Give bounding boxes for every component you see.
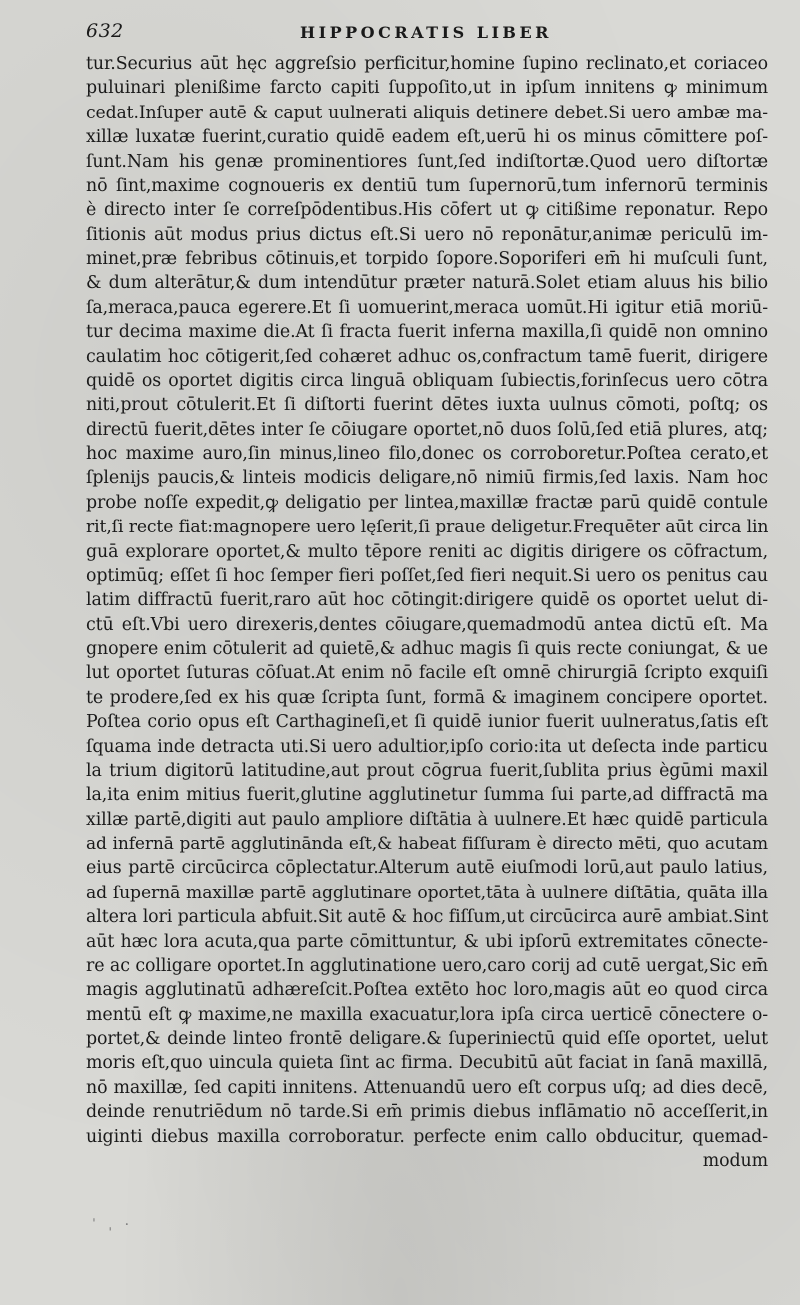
- text-line: lut oportet ſuturas cōſuat.At enim nō facile eſt omnē chirurgiā ſcripto exquiſi: [86, 663, 768, 684]
- text-line: uiginti diebus maxilla corroboratur. perfecte enim callo obducitur, quemad-: [86, 1126, 768, 1147]
- text-line: ſquama inde detracta uti.Si uero adultior,ipſo corio:ita ut deſecta inde particu: [86, 736, 768, 757]
- text-line: magis agglutinatū adhæreſcit.Poſtea extēto hoc loro,magis aūt eo quod circa: [86, 980, 768, 1001]
- text-line: caulatim hoc cōtigerit,ſed cohæret adhuc os,confractum tamē fuerit, dirigere: [86, 346, 768, 367]
- text-line: ſa,meraca,pauca egerere.Et ſi uomuerint,meraca uomūt.Hi igitur etiā moriū-: [86, 297, 768, 318]
- text-line: tur decima maxime die.At ſi fracta fuerit inferna maxilla,ſi quidē non omnino: [86, 322, 768, 343]
- text-line: Poſtea corio opus eſt Carthagineſi,et ſi quidē iunior fuerit uulneratus,ſatis eſt: [86, 712, 768, 733]
- text-line: minet,præ febribus cōtinuis,et torpido ſopore.Soporiferi em̄ hi muſculi ſunt,: [86, 249, 768, 269]
- text-line: nō maxillæ, ſed capiti innitens. Attenuandū uero eſt corpus uſq; ad dies decē,: [86, 1077, 768, 1098]
- text-line: eius partē circūcirca cōplectatur.Alterum autē eiuſmodi lorū,aut paulo latius,: [86, 858, 768, 879]
- text-line: modum: [702, 1150, 768, 1171]
- text-line: guā explorare oportet,& multo tēpore reniti ac digitis dirigere os cōfractum,: [86, 541, 768, 562]
- text-line: quidē os oportet digitis circa linguā obliquam ſubiectis,forinſecus uero cōtra: [86, 370, 768, 391]
- text-line: xillæ partē,digiti aut paulo ampliore diſtātia à uulnere.Et hæc quidē particula: [86, 809, 768, 830]
- text-line: rit,ſi recte fiat:magnopere uero lęſerit,ſi praue deligetur.Frequēter aūt circa lin: [86, 517, 768, 538]
- text-line: gnopere enim cōtulerit ad quietē,& adhuc magis ſi quis recte coniungat, & ue: [86, 639, 768, 659]
- running-head: HIPPOCRATIS LIBER: [300, 23, 552, 42]
- text-line: aūt hæc lora acuta,qua parte cōmittuntur, & ubi ipſorū extremitates cōnecte-: [86, 931, 768, 952]
- text-line: xillæ luxatæ fuerint,curatio quidē eadem eſt,uerū hi os minus cōmittere poſ-: [86, 127, 768, 148]
- text-line: re ac colligare oportet.In agglutinatione uero,caro corij ad cutē uergat,Sic em̄: [86, 955, 768, 976]
- text-line: ad ſupernā maxillæ partē agglutinare oportet,tāta à uulnere diſtātia, quāta illa: [86, 882, 768, 903]
- text-line: ſitionis aūt modus prius dictus eſt.Si uero nō reponātur,animæ periculū im-: [86, 224, 768, 245]
- text-line: cedat.Inſuper autē & caput uulnerati aliquis detinere debet.Si uero ambæ ma-: [86, 102, 768, 123]
- body-text: [86, 52, 768, 1173]
- text-line: ſplenijs paucis,& linteis modicis deligare,nō nimiū firmis,ſed laxis. Nam hoc: [86, 468, 768, 489]
- text-line: hoc maxime auro,ſin minus,lineo filo,donec os corroboretur.Poſtea cerato,et: [86, 444, 768, 464]
- ink-smudge: ˈ ˌ ·: [92, 1217, 134, 1233]
- text-line: te prodere,ſed ex his quæ ſcripta ſunt, formā & imaginem concipere oportet.: [86, 687, 768, 708]
- text-line: latim diffractū fuerit,raro aūt hoc cōtingit:dirigere quidē os oportet uelut di-: [86, 590, 768, 611]
- text-line: ſunt.Nam his genæ prominentiores ſunt,ſed indiſtortæ.Quod uero diſtortæ: [86, 151, 768, 172]
- text-line: mentū eſt ꝙ maxime,ne maxilla exacuatur,lora ipſa circa uerticē cōnectere o-: [86, 1004, 768, 1025]
- text-line: ctū eſt.Vbi uero direxeris,dentes cōiugare,quemadmodū antea dictū eſt. Ma: [86, 614, 768, 635]
- page-number: 632: [86, 20, 124, 42]
- text-line: la trium digitorū latitudine,aut prout cōgrua fuerit,ſublita prius ègūmi maxil: [86, 760, 768, 781]
- text-line: directū fuerit,dētes inter ſe cōiugare oportet,nō duos ſolū,ſed etiā plures, atq;: [86, 419, 768, 440]
- text-line: la,ita enim mitius fuerit,glutine agglutinetur ſumma ſui parte,ad diffractā ma: [86, 785, 768, 806]
- text-line: deinde renutriēdum nō tarde.Si em̄ primis diebus inflāmatio nō acceſſerit,in: [86, 1102, 768, 1123]
- text-line: probe noſſe expedit,ꝙ deligatio per lintea,maxillæ fractæ parū quidē contule: [86, 492, 768, 513]
- text-line: moris eſt,quo uincula quieta ſint ac firma. Decubitū aūt faciat in ſanā maxillā,: [86, 1053, 768, 1074]
- text-line: ad infernā partē agglutinānda eſt,& habeat fiſſuram è directo mēti, quo acutam: [86, 834, 768, 854]
- text-line: è directo inter ſe correſpōdentibus.His cōfert ut ꝙ citißime reponatur. Repo: [86, 200, 768, 221]
- text-line: tur.Securius aūt hęc aggreſsio perficitur,homine ſupino reclinato,et coriaceo: [86, 54, 768, 74]
- text-line: niti,prout cōtulerit.Et ſi diſtorti fuerint dētes iuxta uulnus cōmoti, poſtq; os: [86, 395, 768, 416]
- text-line: & dum alterātur,& dum intendūtur præter naturā.Solet etiam aluus his bilio: [86, 273, 768, 294]
- page-header: [86, 20, 766, 50]
- text-line: altera lori particula abfuit.Sit autē & hoc fiſſum,ut circūcirca aurē ambiat.Sint: [86, 907, 768, 928]
- text-line: portet,& deinde linteo frontē deligare.& ſuperiniectū quid eſſe oportet, uelut: [86, 1029, 768, 1049]
- text-line: optimūq; eſſet ſi hoc ſemper fieri poſſet,ſed fieri nequit.Si uero os penitus cau: [86, 565, 768, 586]
- text-line: puluinari plenißime farcto capiti ſuppoſito,ut in ipſum innitens ꝙ minimum: [86, 78, 768, 99]
- text-line: nō ſint,maxime cognoueris ex dentiū tum ſupernorū,tum infernorū terminis: [86, 175, 768, 196]
